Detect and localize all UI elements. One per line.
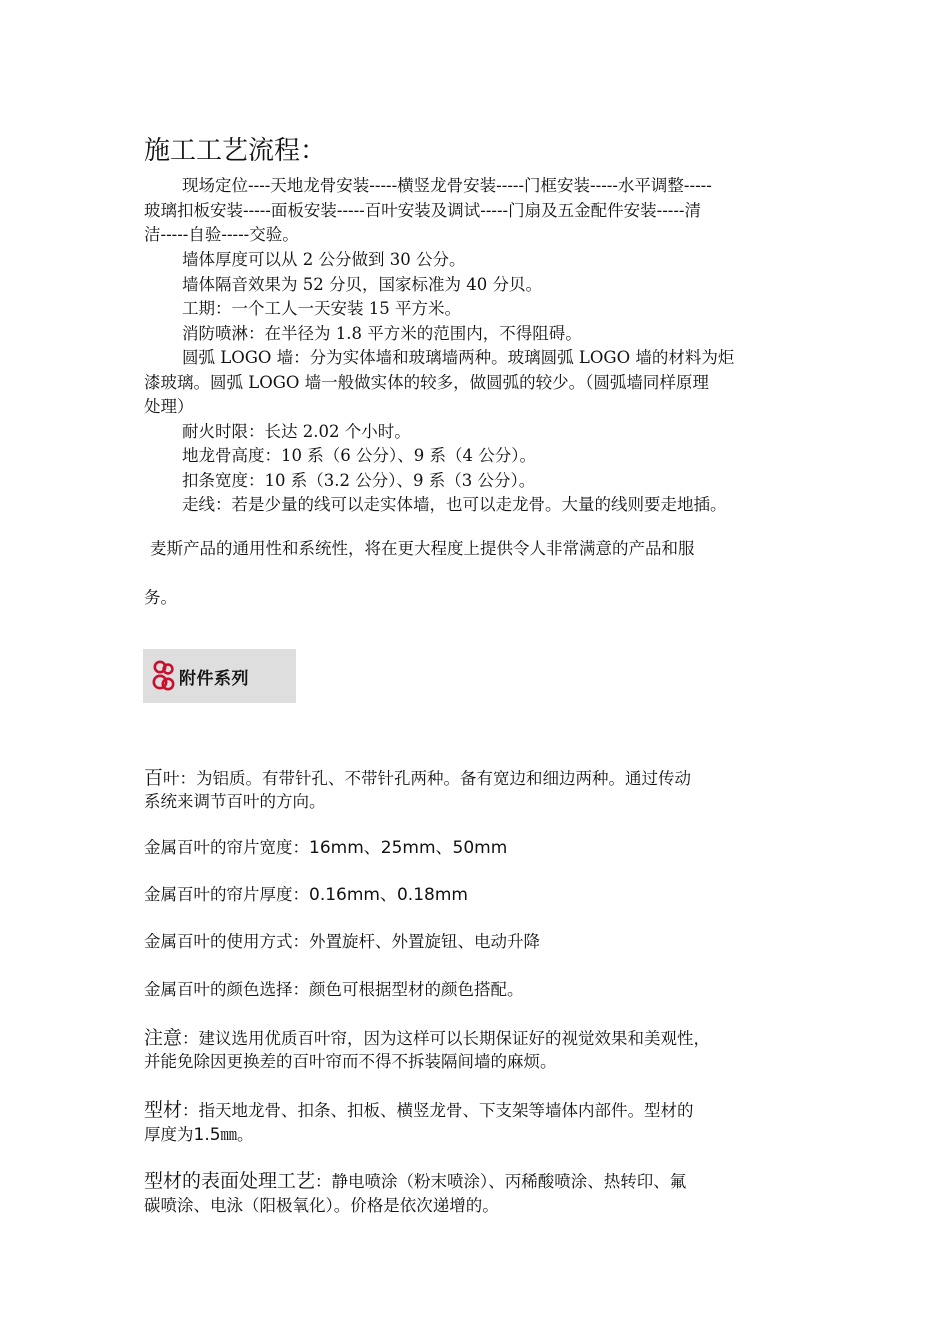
spec-period: 工期：一个工人一天安装 15 平方米。 [182, 299, 461, 318]
spec-sprinkler: 消防喷淋：在半径为 1.8 平方米的范围内，不得阻碍。 [182, 323, 582, 343]
spec-wiring: 走线：若是少量的线可以走实体墙，也可以走龙骨。大量的线则要走地插。 [182, 495, 727, 514]
profile-line-1-rest: ：指天地龙骨、扣条、扣板、横竖龙骨、下支架等墙体内部件。型材的 [182, 1101, 694, 1120]
blinds-intro-line-1 [144, 766, 691, 791]
profile-thickness-unit: ㎜。 [220, 1125, 254, 1144]
note-head: 注意 [144, 1027, 183, 1049]
logo-wall-line-3: 处理） [144, 397, 194, 416]
page-title: 施工工艺流程： [144, 136, 327, 166]
blinds-thickness-value: 0.16mm、0.18mm [309, 885, 468, 905]
blinds-usage-line: 金属百叶的使用方式：外置旋杆、外置旋钮、电动升降 [144, 932, 540, 951]
blinds-intro-rest: 叶：为铝质。有带针孔、不带针孔两种。备有宽边和细边两种。通过传动 [163, 769, 692, 788]
surface-line-2: 碳喷涂、电泳（阳极氧化）。价格是依次递增的。 [144, 1196, 499, 1215]
spec-strip: 扣条宽度：10 系（3.2 公分）、9 系（3 公分）。 [182, 470, 536, 490]
mais-line-2: 务。 [144, 588, 177, 607]
blinds-thickness-line [144, 883, 468, 907]
spec-thickness: 墙体厚度可以从 2 公分做到 30 公分。 [182, 250, 466, 269]
note-line-1 [144, 1026, 710, 1051]
blinds-intro-line-2: 系统来调节百叶的方向。 [144, 792, 326, 811]
spec-list [144, 248, 810, 518]
blinds-width-label: 金属百叶的帘片宽度： [144, 838, 309, 857]
process-flow-paragraph [144, 174, 810, 248]
process-line-3: 洁-----自验-----交验。 [144, 225, 299, 244]
red-ring-logo-icon [151, 657, 177, 695]
mais-line-1: 麦斯产品的通用性和系统性，将在更大程度上提供令人非常满意的产品和服 [150, 539, 695, 558]
logo-wall-line-1: 圆弧 LOGO 墙：分为实体墙和玻璃墙两种。玻璃圆弧 LOGO 墙的材料为炬 [182, 348, 735, 367]
blinds-color-line: 金属百叶的颜色选择：颜色可根据型材的颜色搭配。 [144, 980, 524, 999]
process-line-2: 玻璃扣板安装-----面板安装-----百叶安装及调试-----门扇及五金配件安装-----清 [144, 200, 702, 220]
spec-ground-keel: 地龙骨高度：10 系（6 公分）、9 系（4 公分）。 [182, 446, 536, 465]
surface-head: 型材的表面处理工艺 [144, 1170, 316, 1192]
profile-line-1 [144, 1098, 694, 1123]
surface-line-1-rest: ：静电喷涂（粉末喷涂）、丙稀酸喷涂、热转印、氟 [315, 1172, 687, 1191]
note-line-2: 并能免除因更换差的百叶帘而不得不拆装隔间墙的麻烦。 [144, 1052, 557, 1071]
spec-fire: 耐火时限：长达 2.02 个小时。 [182, 421, 411, 441]
surface-line-1 [144, 1169, 686, 1194]
spec-sound: 墙体隔音效果为 52 分贝，国家标准为 40 分贝。 [182, 274, 542, 294]
accessories-series-badge [143, 649, 296, 703]
blinds-title-char: 百 [144, 767, 164, 789]
blinds-thickness-label: 金属百叶的帘片厚度： [144, 885, 309, 904]
blinds-width-value: 16mm、25mm、50mm [309, 838, 508, 858]
profile-line-2 [144, 1123, 254, 1147]
profile-head: 型材 [144, 1099, 183, 1121]
note-line-1-rest: ：建议选用优质百叶帘，因为这样可以长期保证好的视觉效果和美观性， [182, 1029, 711, 1048]
blinds-width-line [144, 836, 507, 860]
process-line-1: 现场定位----天地龙骨安装-----横竖龙骨安装-----门框安装-----水平调整----- [182, 176, 712, 195]
logo-wall-line-2: 漆玻璃。圆弧 LOGO 墙一般做实体的较多，做圆弧的较少。（圆弧墙同样原理 [144, 372, 709, 392]
profile-thickness-value: 1.5 [193, 1125, 221, 1145]
profile-line-2-pre: 厚度为 [144, 1125, 194, 1144]
badge-label: 附件系列 [179, 668, 249, 689]
